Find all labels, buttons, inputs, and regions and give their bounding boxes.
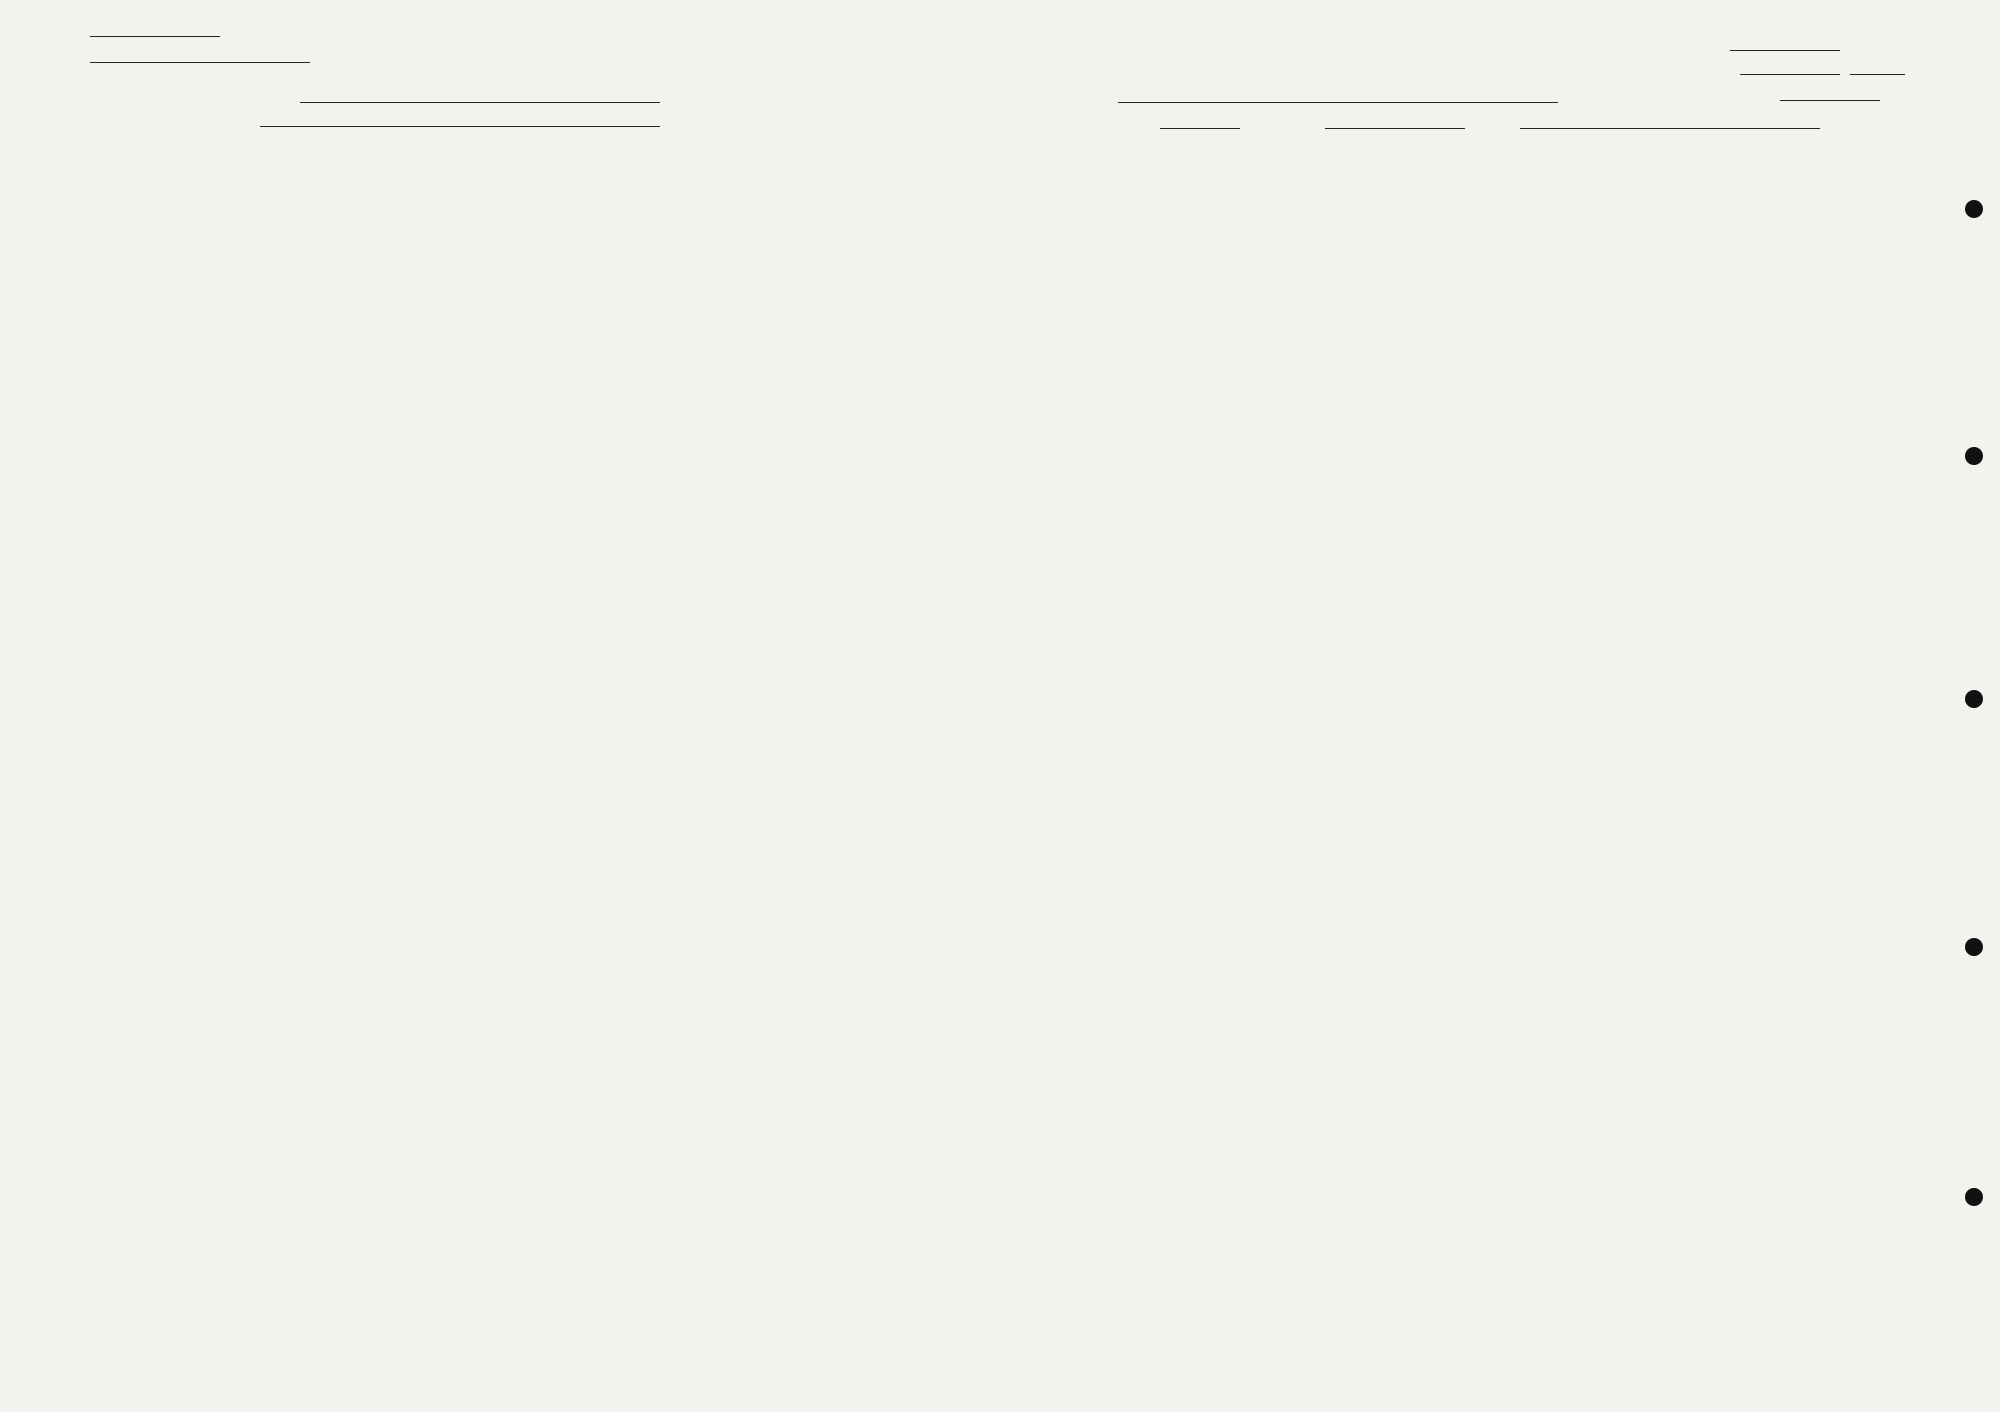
binder-hole xyxy=(1965,690,1983,708)
binder-hole xyxy=(1965,447,1983,465)
binder-hole xyxy=(1965,938,1983,956)
binder-hole xyxy=(1965,200,1983,218)
binder-hole xyxy=(1965,1188,1983,1206)
